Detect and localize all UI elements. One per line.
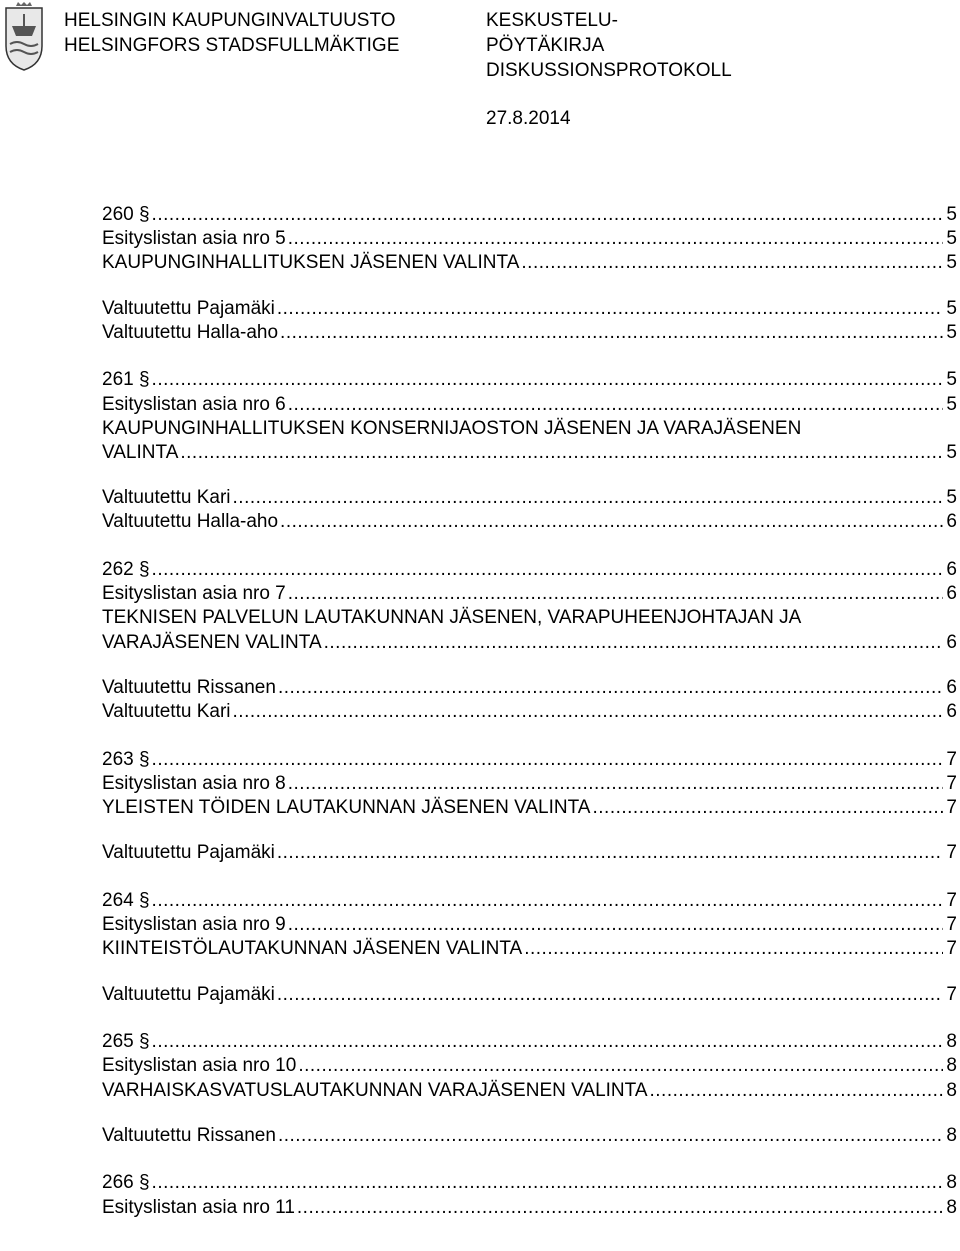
page-number: 5 [946,252,957,274]
entry-text: Esityslistan asia nro 10 [102,1055,297,1077]
toc-section-261 [102,368,957,534]
dot-leader [288,772,944,796]
entry-text: Valtuutettu Pajamäki [102,297,275,319]
toc-entry-section[interactable] [102,889,957,913]
entry-text: Valtuutettu Kari [102,701,231,722]
toc-entry-title[interactable] [102,1079,957,1103]
entry-text: 260 § [102,204,150,225]
document-header [0,0,960,140]
page-number: 5 [946,204,957,225]
toc-entry-section[interactable] [102,1171,957,1195]
toc-entry-speaker[interactable] [102,841,957,865]
page-number: 5 [946,321,957,343]
entry-text: 263 § [102,748,150,770]
page-number: 6 [946,676,957,698]
dot-leader [152,1030,944,1054]
page-number: 7 [946,842,957,864]
page-number: 5 [946,393,957,415]
page-number: 6 [946,559,957,581]
entry-text: KIINTEISTÖLAUTAKUNNAN JÄSENEN VALINTA [102,938,523,960]
document-type [486,8,732,83]
toc-entry-section[interactable] [102,368,957,392]
toc-entry-agenda[interactable] [102,1196,957,1220]
entry-text: Valtuutettu Halla-aho [102,321,279,343]
toc-entry-speaker[interactable] [102,983,957,1007]
toc-entry-speaker[interactable] [102,700,957,724]
toc-entry-speaker[interactable] [102,1124,957,1148]
toc-section-262 [102,558,957,724]
entry-text: Esityslistan asia nro 9 [102,914,286,936]
dot-leader [521,251,943,275]
page-number: 8 [946,1079,957,1101]
dot-leader [152,889,944,913]
page-number: 6 [946,701,957,722]
page-number: 8 [946,1031,957,1053]
page-number: 7 [946,983,957,1005]
page-number: 5 [946,369,957,391]
toc-entry-title-line[interactable]: KAUPUNGINHALLITUKSEN KONSERNIJAOSTON JÄSENEN JA VARAJÄSENEN [102,417,802,439]
entry-text: VARAJÄSENEN VALINTA [102,631,322,653]
dot-leader [592,796,943,820]
page-number: 8 [946,1172,957,1194]
toc-entry-speaker[interactable] [102,321,957,345]
page-number: 8 [946,1196,957,1218]
toc-section-266 [102,1171,957,1219]
toc-entry-agenda[interactable] [102,772,957,796]
entry-text: Esityslistan asia nro 11 [102,1196,295,1218]
entry-text: Valtuutettu Kari [102,487,231,509]
entry-text: 262 § [102,559,150,581]
dot-leader [152,558,944,582]
toc-section-263 [102,748,957,866]
toc-entry-speaker[interactable] [102,486,957,510]
dot-leader [288,393,944,417]
entry-text: VALINTA [102,442,179,463]
entry-text: Valtuutettu Rissanen [102,1124,276,1146]
doctype-line: KESKUSTELU- [486,10,618,31]
page-number: 7 [946,914,957,936]
dot-leader [288,582,944,606]
dot-leader [278,676,943,700]
dot-leader [297,1196,944,1220]
org-name-swedish: HELSINGFORS STADSFULLMÄKTIGE [64,35,400,56]
entry-text: VARHAISKASVATUSLAUTAKUNNAN VARAJÄSENEN VALINTA [102,1079,648,1101]
table-of-contents [102,203,957,1243]
dot-leader [233,700,944,724]
entry-text: 265 § [102,1031,150,1053]
dot-leader [280,321,943,345]
entry-text: 261 § [102,369,150,391]
entry-text: 266 § [102,1172,150,1194]
entry-text: Esityslistan asia nro 8 [102,772,286,794]
dot-leader [152,1171,944,1195]
dot-leader [152,368,944,392]
organization-name [64,8,399,58]
page-number: 5 [946,442,957,463]
toc-entry-title[interactable] [102,251,957,275]
page-number: 5 [946,228,957,250]
toc-entry-section[interactable] [102,558,957,582]
page-number: 7 [946,748,957,770]
dot-leader [277,841,944,865]
page-number: 6 [946,511,957,533]
dot-leader [324,631,944,655]
entry-text: Valtuutettu Pajamäki [102,983,275,1005]
page-number: 5 [946,297,957,319]
dot-leader [288,227,944,251]
doctype-line: PÖYTÄKIRJA [486,35,605,56]
page-number: 7 [946,797,957,819]
page-number: 7 [946,889,957,911]
dot-leader [278,1124,943,1148]
entry-text: Esityslistan asia nro 5 [102,228,286,250]
toc-entry-speaker[interactable] [102,297,957,321]
toc-entry-agenda[interactable] [102,393,957,417]
toc-entry-title[interactable] [102,631,957,655]
toc-entry-section[interactable] [102,748,957,772]
page-number: 5 [946,487,957,509]
dot-leader [650,1079,944,1103]
dot-leader [288,913,944,937]
toc-entry-title[interactable] [102,441,957,465]
org-name-finnish: HELSINGIN KAUPUNGINVALTUUSTO [64,10,396,31]
entry-text: 264 § [102,889,150,911]
page-number: 8 [946,1055,957,1077]
entry-text: Esityslistan asia nro 7 [102,583,286,605]
helsinki-crest-icon [2,2,46,72]
page-number: 6 [946,631,957,653]
dot-leader [152,203,944,227]
toc-entry-agenda[interactable] [102,913,957,937]
toc-entry-agenda[interactable] [102,1054,957,1078]
page-number: 6 [946,583,957,605]
dot-leader [298,1054,943,1078]
dot-leader [280,510,943,534]
toc-section-264 [102,889,957,1007]
toc-entry-speaker[interactable] [102,510,957,534]
toc-entry-agenda[interactable] [102,582,957,606]
doctype-line: DISKUSSIONSPROTOKOLL [486,60,732,81]
entry-text: Valtuutettu Pajamäki [102,842,275,864]
page-number: 8 [946,1124,957,1146]
toc-entry-section[interactable] [102,1030,957,1054]
entry-text: Valtuutettu Halla-aho [102,511,279,533]
dot-leader [152,748,944,772]
dot-leader [277,983,944,1007]
page-number: 7 [946,938,957,960]
document-date: 27.8.2014 [486,108,571,129]
dot-leader [524,937,943,961]
toc-section-265 [102,1030,957,1148]
toc-entry-title-line[interactable]: TEKNISEN PALVELUN LAUTAKUNNAN JÄSENEN, VARAPUHEENJOHTAJAN JA [102,607,802,629]
entry-text: YLEISTEN TÖIDEN LAUTAKUNNAN JÄSENEN VALINTA [102,797,591,819]
toc-entry-title[interactable] [102,796,957,820]
toc-section-260 [102,203,957,345]
toc-entry-title[interactable] [102,937,957,961]
dot-leader [233,486,944,510]
entry-text: KAUPUNGINHALLITUKSEN JÄSENEN VALINTA [102,252,520,274]
dot-leader [180,441,943,465]
entry-text: Esityslistan asia nro 6 [102,393,286,415]
toc-entry-speaker[interactable] [102,676,957,700]
entry-text: Valtuutettu Rissanen [102,676,276,698]
toc-entry-section[interactable] [102,203,957,227]
dot-leader [277,297,944,321]
page-number: 7 [946,772,957,794]
toc-entry-agenda[interactable] [102,227,957,251]
